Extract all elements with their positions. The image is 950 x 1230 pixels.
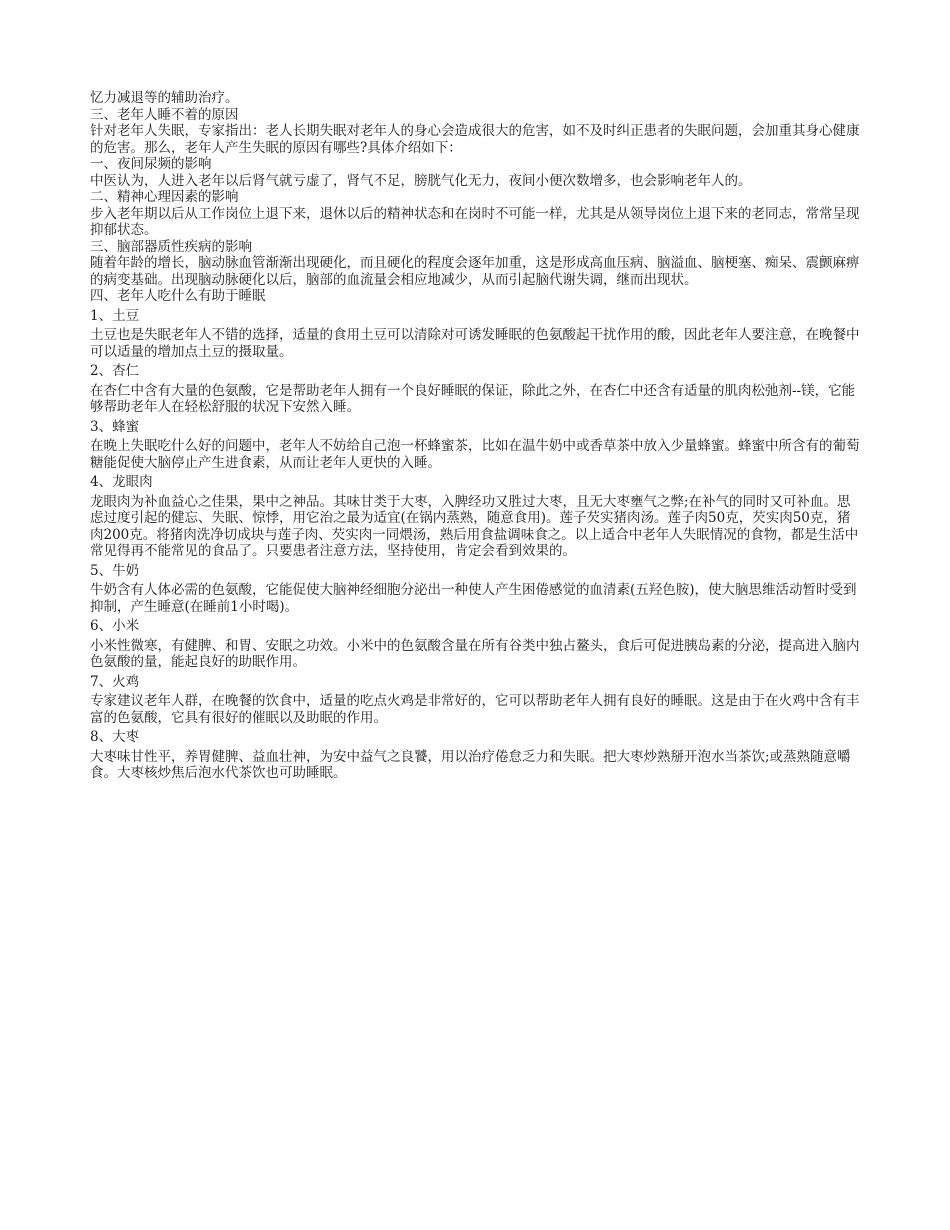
food-8-heading: 8、大枣 [90,729,140,745]
food-3-heading: 3、蜂蜜 [90,418,140,435]
food-4-text: 龙眼肉为补血益心之佳果，果中之神品。其味甘类于大枣，入脾经功又胜过大枣，且无大枣壅气之弊;在补气的同时又可补血。思虑过度引起的健忘、失眠、惊悸，用它治之最为适宜(在锅内蒸熟，随意食用)。莲子芡实猪肉汤。莲子肉50克，芡实肉50克，猪肉200克。将猪肉洗净切成块与莲子肉、芡实肉一同煨汤，熟后用食盐调味食之。以上适合中老年人失眠情况的食物，都是生活中常见得再不能常见的食品了。只要患者注意方法，坚持使用，肯定会看到效果的。 [90,493,859,559]
cause-3-text: 随着年龄的增长，脑动脉血管渐渐出现硬化，而且硬化的程度会逐年加重，这是形成高血压病、脑溢血、脑梗塞、痴呆、震颤麻痹的病变基础。出现脑动脉硬化以后，脑部的血流量会相应地减少，从而引起脑代谢失调，继而出现状。 [90,255,860,288]
food-4-heading: 4、龙眼肉 [90,474,153,490]
food-3-text: 在晚上失眠吃什么好的问题中，老年人不妨给自己泡一杯蜂蜜茶，比如在温牛奶中或香草茶中放入少量蜂蜜。蜂蜜中所含有的葡萄糖能促使大脑停止产生进食素，从而让老年人更快的入睡。 [90,438,860,471]
food-1-text: 土豆也是失眠老年人不错的选择，适量的食用土豆可以清除对可诱发睡眠的色氨酸起干扰作用的酸，因此老年人要注意，在晚餐中可以适量的增加点土豆的摄取量。 [90,327,860,360]
food-2-text: 在杏仁中含有大量的色氨酸，它是帮助老年人拥有一个良好睡眠的保证，除此之外，在杏仁中还含有适量的肌肉松弛剂--镁，它能够帮助老年人在轻松舒服的状况下安然入睡。 [90,382,856,415]
food-5-text: 牛奶含有人体必需的色氨酸，它能促使大脑神经细胞分泌出一种使人产生困倦感觉的血清素(五羟色胺)，使大脑思维活动暂时受到抑制，产生睡意(在睡前1小时喝)。 [90,582,857,615]
food-6-text: 小米性微寒，有健脾、和胃、安眠之功效。小米中的色氨酸含量在所有谷类中独占鳌头，食后可促进胰岛素的分泌，提高进入脑内色氨酸的量，能起良好的助眠作用。 [90,637,860,670]
section-3-intro: 针对老年人失眠，专家指出：老人长期失眠对老年人的身心会造成很大的危害，如不及时纠正患者的失眠问题，会加重其身心健康的危害。那么，老年人产生失眠的原因有哪些?具体介绍如下： [90,123,860,156]
food-5-heading: 5、牛奶 [90,562,140,579]
food-8-text: 大枣味甘性平，养胃健脾、益血壮神，为安中益气之良饕，用以治疗倦怠乏力和失眠。把大枣炒熟掰开泡水当茶饮;或蒸熟随意嚼食。大枣核炒焦后泡水代茶饮也可助睡眠。 [90,748,851,781]
food-6-heading: 6、小米 [90,618,140,634]
cause-2-text: 步入老年期以后从工作岗位上退下来，退休以后的精神状态和在岗时不可能一样，尤其是从领导岗位上退下来的老同志，常常呈现抑郁状态。 [90,205,860,238]
food-2-heading: 2、杏仁 [90,363,140,379]
food-1-heading: 1、土豆 [90,307,140,324]
cause-2-heading: 二、精神心理因素的影响 [90,189,239,205]
intro-tail-paragraph: 忆力减退等的辅助治疗。 [90,90,239,106]
food-7-text: 专家建议老年人群，在晚餐的饮食中，适量的吃点火鸡是非常好的，它可以帮助老年人拥有良好的睡眠。这是由于在火鸡中含有丰富的色氨酸，它具有很好的催眠以及助眠的作用。 [90,693,860,726]
section-4-heading: 四、老年人吃什么有助于睡眠 [90,288,266,304]
cause-1-heading: 一、夜间尿频的影响 [90,156,212,172]
food-7-heading: 7、火鸡 [90,673,140,690]
cause-3-heading: 三、脑部器质性疾病的影响 [90,238,252,255]
section-3-heading: 三、老年人睡不着的原因 [90,106,239,123]
cause-1-text: 中医认为，人进入老年以后肾气就亏虚了，肾气不足，膀胱气化无力，夜间小便次数增多，也会影响老年人的。 [90,172,752,189]
